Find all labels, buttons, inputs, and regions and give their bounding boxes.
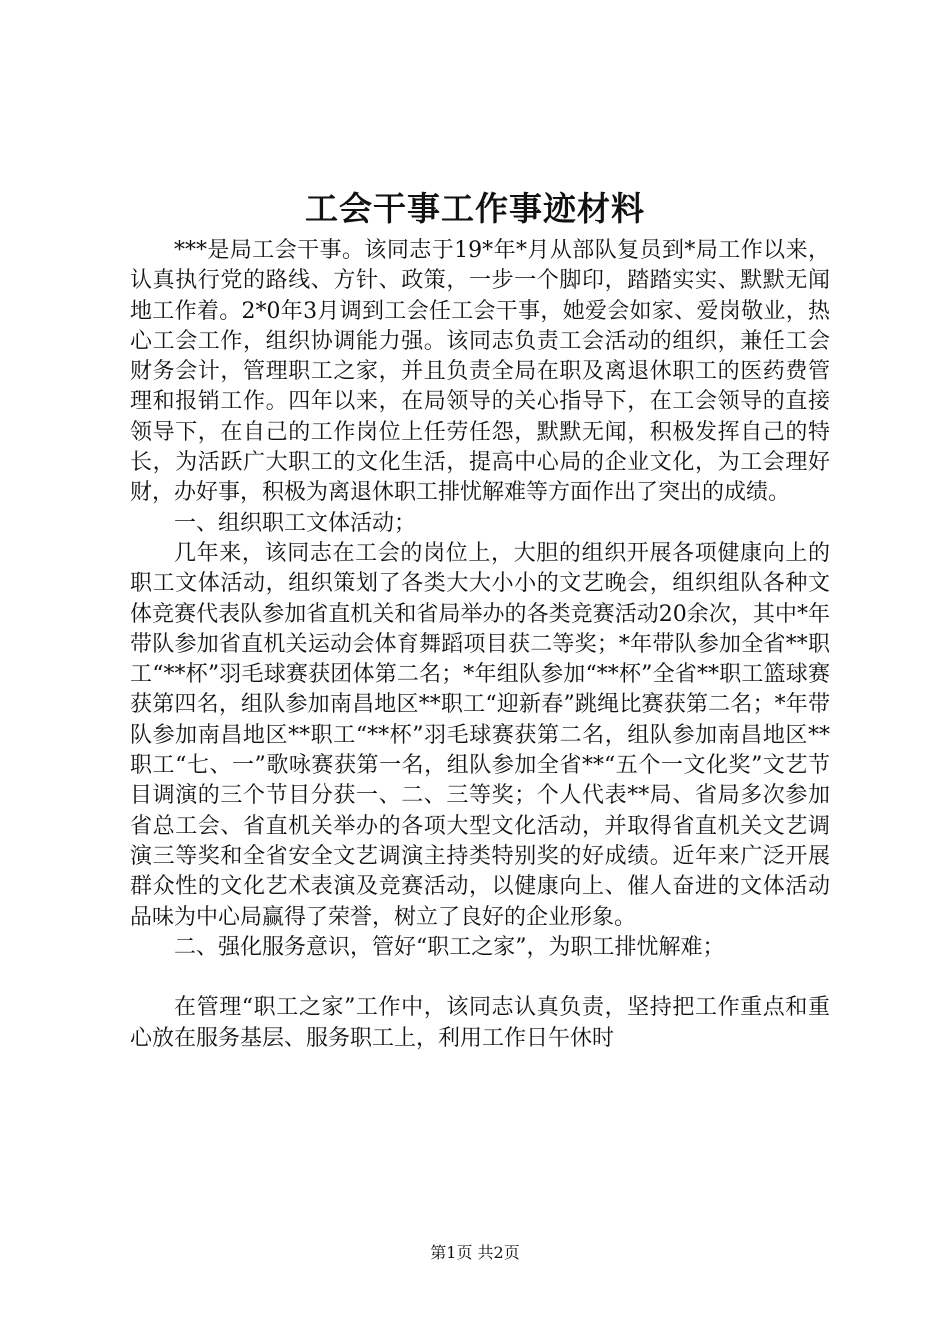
section-heading-1: 一、组织职工文体活动；	[174, 510, 417, 536]
page-number-footer: 第1页 共2页	[430, 1243, 520, 1262]
paragraph-activities: 几年来，该同志在工会的岗位上，大胆的组织开展各项健康向上的职工文体活动，组织策划了各类大大小小的文艺晚会，组织组队各种文体竞赛代表队参加省直机关和省局举办的各类竞赛活动20余次，其中*年带队参加省直机关运动会体育舞蹈项目获二等奖；*年带队参加全省**职工“**杯”羽毛球赛获团体第二名；*年组队参加“**杯”全省**职工篮球赛获第四名，组队参加南昌地区**职工“迎新春”跳绳比赛获第二名；*年带队参加南昌地区**职工“**杯”羽毛球赛获第二名，组队参加南昌地区**职工“七、一”歌咏赛获第一名，组队参加全省**“五个一文化奖”文艺节目调演的三个节目分获一、二、三等奖；个人代表**局、省局多次参加省总工会、省直机关举办的各项大型文化活动，并取得省直机关文艺调演三等奖和全省安全文艺调演主持类特别奖的好成绩。近年来广泛开展群众性的文化艺术表演及竞赛活动，以健康向上、催人奋进的文体活动品味为中心局赢得了荣誉，树立了良好的企业形象。	[130, 540, 830, 930]
document-title: 工会干事工作事迹材料	[305, 189, 645, 228]
paragraph-intro: ***是局工会干事。该同志于19*年*月从部队复员到*局工作以来，认真执行党的路线、方针、政策，一步一个脚印，踏踏实实、默默无闻地工作着。2*0年3月调到工会任工会干事，她爱会如家、爱岗敬业，热心工会工作，组织协调能力强。该同志负责工会活动的组织，兼任工会财务会计，管理职工之家，并且负责全局在职及离退休职工的医药费管理和报销工作。四年以来，在局领导的关心指导下，在工会领导的直接领导下，在自己的工作岗位上任劳任怨，默默无闻，积极发挥自己的特长，为活跃广大职工的文化生活，提高中心局的企业文化，为工会理好财，办好事，积极为离退休职工排忧解难等方面作出了突出的成绩。	[130, 238, 830, 506]
document-body	[130, 236, 830, 1054]
paragraph-service: 在管理“职工之家”工作中，该同志认真负责，坚持把工作重点和重心放在服务基层、服务职工上，利用工作日午休时	[130, 995, 830, 1051]
section-heading-2: 二、强化服务意识，管好“职工之家”，为职工排忧解难；	[174, 934, 725, 960]
